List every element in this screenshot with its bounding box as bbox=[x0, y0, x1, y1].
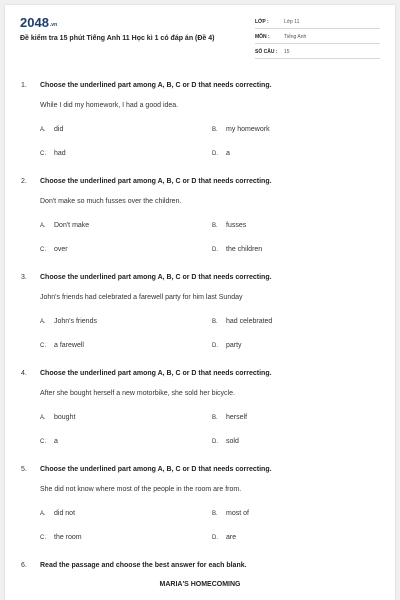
option-text: Don't make bbox=[54, 222, 90, 229]
option-letter: A. bbox=[40, 511, 46, 517]
question-sentence: John's friends had celebrated a farewell party for him last Sunday bbox=[40, 294, 243, 301]
option-letter: C. bbox=[40, 247, 46, 253]
option-text: fusses bbox=[226, 222, 247, 229]
option-text: did bbox=[54, 126, 64, 133]
question-sentence: She did not know where most of the people in the room are from. bbox=[40, 486, 242, 493]
question-instruction: Choose the underlined part among A, B, C or D that needs correcting. bbox=[40, 178, 272, 185]
option-b[interactable] bbox=[212, 222, 246, 229]
option-letter: A. bbox=[40, 319, 46, 325]
meta-key: SỐ CÂU : bbox=[255, 49, 278, 55]
option-letter: A. bbox=[40, 223, 46, 229]
logo-suffix: .vn bbox=[49, 22, 58, 28]
option-letter: B. bbox=[212, 127, 218, 133]
option-text: herself bbox=[226, 414, 248, 421]
option-letter: B. bbox=[212, 223, 218, 229]
site-logo[interactable] bbox=[20, 15, 57, 30]
option-letter: A. bbox=[40, 127, 46, 133]
meta-key: LỚP : bbox=[255, 19, 269, 25]
question-sentence: Don't make so much fusses over the children. bbox=[40, 198, 182, 205]
option-letter: D. bbox=[212, 535, 218, 541]
option-text: bought bbox=[54, 414, 76, 421]
option-text: most of bbox=[226, 510, 249, 517]
option-b[interactable] bbox=[212, 318, 272, 325]
option-d[interactable] bbox=[212, 246, 262, 253]
question-number: 2. bbox=[21, 178, 27, 185]
option-a[interactable] bbox=[40, 222, 89, 229]
option-letter: C. bbox=[40, 343, 46, 349]
document-page bbox=[5, 5, 395, 600]
passage-title: MARIA'S HOMECOMING bbox=[159, 581, 241, 588]
question-instruction: Choose the underlined part among A, B, C or D that needs correcting. bbox=[40, 274, 272, 281]
meta-class bbox=[255, 17, 380, 29]
option-text: the children bbox=[226, 246, 263, 253]
option-text: party bbox=[226, 342, 242, 349]
option-d[interactable] bbox=[212, 438, 239, 445]
option-c[interactable] bbox=[40, 246, 68, 253]
question-number: 3. bbox=[21, 274, 27, 281]
option-text: John's friends bbox=[54, 318, 97, 325]
meta-value: 15 bbox=[284, 49, 290, 55]
meta-value: Lớp 11 bbox=[284, 19, 300, 25]
option-letter: D. bbox=[212, 439, 218, 445]
option-d[interactable] bbox=[212, 534, 236, 541]
option-a[interactable] bbox=[40, 510, 75, 517]
question-instruction: Choose the underlined part among A, B, C or D that needs correcting. bbox=[40, 370, 272, 377]
option-text: had celebrated bbox=[226, 318, 273, 325]
meta-subject bbox=[255, 32, 380, 44]
meta-value: Tiếng Anh bbox=[284, 34, 307, 40]
option-a[interactable] bbox=[40, 318, 97, 325]
option-c[interactable] bbox=[40, 150, 66, 157]
option-d[interactable] bbox=[212, 342, 242, 349]
question-sentence: While I did my homework, I had a good idea. bbox=[40, 102, 179, 109]
option-b[interactable] bbox=[212, 510, 249, 517]
option-c[interactable] bbox=[40, 438, 58, 445]
option-b[interactable] bbox=[212, 414, 247, 421]
option-text: over bbox=[54, 246, 68, 253]
option-letter: C. bbox=[40, 535, 46, 541]
option-text: are bbox=[226, 534, 237, 541]
option-letter: D. bbox=[212, 247, 218, 253]
document-header bbox=[5, 5, 395, 65]
option-text: had bbox=[54, 150, 66, 157]
option-text: sold bbox=[226, 438, 239, 445]
option-a[interactable] bbox=[40, 126, 63, 133]
option-letter: A. bbox=[40, 415, 46, 421]
option-text: a bbox=[226, 150, 230, 157]
option-a[interactable] bbox=[40, 414, 75, 421]
option-letter: B. bbox=[212, 511, 218, 517]
logo-text: 2048 bbox=[20, 15, 49, 30]
option-letter: C. bbox=[40, 151, 46, 157]
question-number: 4. bbox=[21, 370, 27, 377]
option-text: a bbox=[54, 438, 58, 445]
question-number: 6. bbox=[21, 562, 27, 569]
option-c[interactable] bbox=[40, 342, 84, 349]
option-letter: D. bbox=[212, 343, 218, 349]
meta-question-count bbox=[255, 47, 380, 59]
question-instruction: Choose the underlined part among A, B, C or D that needs correcting. bbox=[40, 82, 272, 89]
option-text: the room bbox=[54, 534, 82, 541]
option-letter: B. bbox=[212, 415, 218, 421]
option-d[interactable] bbox=[212, 150, 230, 157]
question-instruction: Read the passage and choose the best answer for each blank. bbox=[40, 562, 247, 569]
option-text: did not bbox=[54, 510, 76, 517]
option-b[interactable] bbox=[212, 126, 270, 133]
question-number: 1. bbox=[21, 82, 27, 89]
option-letter: D. bbox=[212, 151, 218, 157]
question-sentence: After she bought herself a new motorbike, she sold her bicycle. bbox=[40, 390, 235, 397]
question-instruction: Choose the underlined part among A, B, C or D that needs correcting. bbox=[40, 466, 272, 473]
option-text: a farewell bbox=[54, 342, 84, 349]
option-text: my homework bbox=[226, 126, 270, 133]
option-letter: B. bbox=[212, 319, 218, 325]
option-letter: C. bbox=[40, 439, 46, 445]
question-number: 5. bbox=[21, 466, 27, 473]
option-c[interactable] bbox=[40, 534, 82, 541]
document-title: Đề kiểm tra 15 phút Tiếng Anh 11 Học kì 1 có đáp án (Đề 4) bbox=[20, 35, 215, 42]
meta-key: MÔN : bbox=[255, 34, 270, 40]
